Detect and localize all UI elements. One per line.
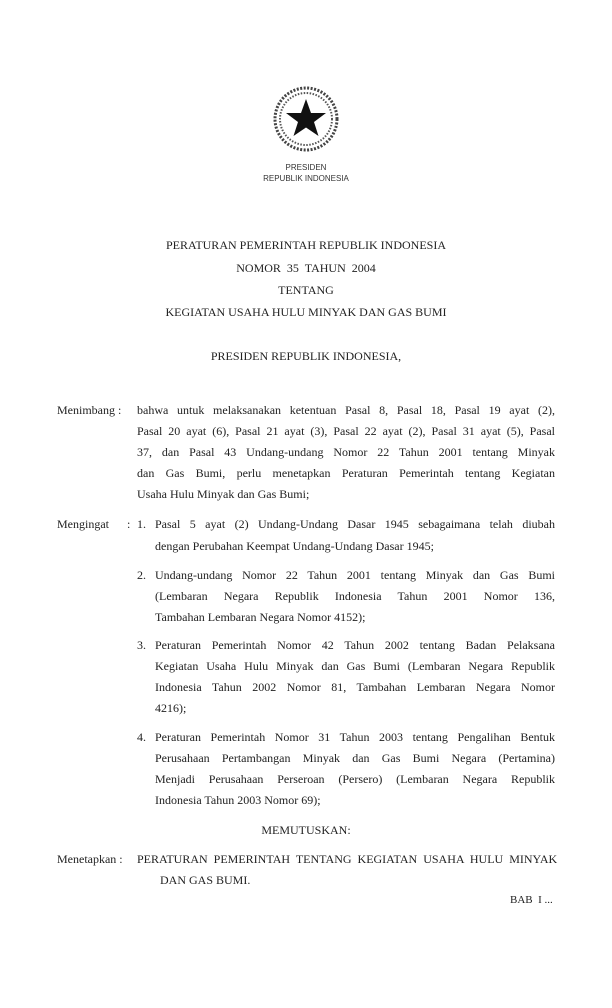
item-number: 4. bbox=[137, 730, 146, 744]
item-line: Indonesia Tahun 2003 Nomor 69); bbox=[155, 793, 321, 807]
item-line: Indonesia Tahun 2002 Nomor 81, Tambahan Lembaran Negara Nomor bbox=[155, 680, 555, 694]
menetapkan-line: DAN GAS BUMI. bbox=[160, 873, 251, 887]
mengingat-colon: : bbox=[127, 517, 131, 531]
title-line4: KEGIATAN USAHA HULU MINYAK DAN GAS BUMI bbox=[165, 305, 447, 319]
menimbang-line: bahwa untuk melaksanakan ketentuan Pasal 8, Pasal 18, Pasal 19 ayat (2), bbox=[137, 403, 555, 417]
letterhead-line2: REPUBLIK INDONESIA bbox=[263, 174, 349, 183]
item-number: 1. bbox=[137, 517, 146, 531]
menetapkan-line: PERATURAN PEMERINTAH TENTANG KEGIATAN USAHA HULU MINYAK bbox=[137, 852, 558, 866]
letterhead-line1: PRESIDEN bbox=[285, 163, 327, 172]
item-number: 3. bbox=[137, 638, 146, 652]
item-number: 2. bbox=[137, 568, 146, 582]
item-line: Pasal 5 ayat (2) Undang-Undang Dasar 1945 sebagaimana telah diubah bbox=[155, 517, 555, 531]
garuda-emblem-icon bbox=[271, 84, 341, 154]
memutuskan-heading: MEMUTUSKAN: bbox=[261, 823, 351, 837]
menimbang-label: Menimbang : bbox=[57, 403, 122, 417]
title-line3: TENTANG bbox=[278, 283, 334, 297]
item-line: Tambahan Lembaran Negara Nomor 4152); bbox=[155, 610, 366, 624]
menetapkan-label: Menetapkan : bbox=[57, 852, 123, 866]
item-line: (Lembaran Negara Republik Indonesia Tahun 2001 Nomor 136, bbox=[155, 589, 555, 603]
menimbang-line: Pasal 20 ayat (6), Pasal 21 ayat (3), Pasal 22 ayat (2), Pasal 31 ayat (5), Pasal bbox=[137, 424, 555, 438]
next-page-marker: BAB I ... bbox=[510, 894, 553, 906]
menimbang-line: 37, dan Pasal 43 Undang-undang Nomor 22 Tahun 2001 tentang Minyak bbox=[137, 445, 555, 459]
item-line: Peraturan Pemerintah Nomor 31 Tahun 2003 tentang Pengalihan Bentuk bbox=[155, 730, 555, 744]
item-line: 4216); bbox=[155, 701, 187, 715]
item-line: Kegiatan Usaha Hulu Minyak dan Gas Bumi (Lembaran Negara Republik bbox=[155, 659, 555, 673]
item-line: Peraturan Pemerintah Nomor 42 Tahun 2002 tentang Badan Pelaksana bbox=[155, 638, 555, 652]
item-line: Undang-undang Nomor 22 Tahun 2001 tentang Minyak dan Gas Bumi bbox=[155, 568, 555, 582]
item-line: Menjadi Perusahaan Perseroan (Persero) (Lembaran Negara Republik bbox=[155, 772, 555, 786]
mengingat-label: Mengingat bbox=[57, 517, 109, 531]
president-heading: PRESIDEN REPUBLIK INDONESIA, bbox=[210, 349, 402, 363]
menimbang-line: Usaha Hulu Minyak dan Gas Bumi; bbox=[137, 487, 310, 501]
menimbang-line: dan Gas Bumi, perlu menetapkan Peraturan Pemerintah tentang Kegiatan bbox=[137, 466, 555, 480]
item-line: dengan Perubahan Keempat Undang-Undang Dasar 1945; bbox=[155, 539, 434, 553]
title-line2: NOMOR 35 TAHUN 2004 bbox=[236, 261, 376, 275]
item-line: Perusahaan Pertambangan Minyak dan Gas Bumi Negara (Pertamina) bbox=[155, 751, 555, 765]
title-line1: PERATURAN PEMERINTAH REPUBLIK INDONESIA bbox=[165, 238, 447, 252]
